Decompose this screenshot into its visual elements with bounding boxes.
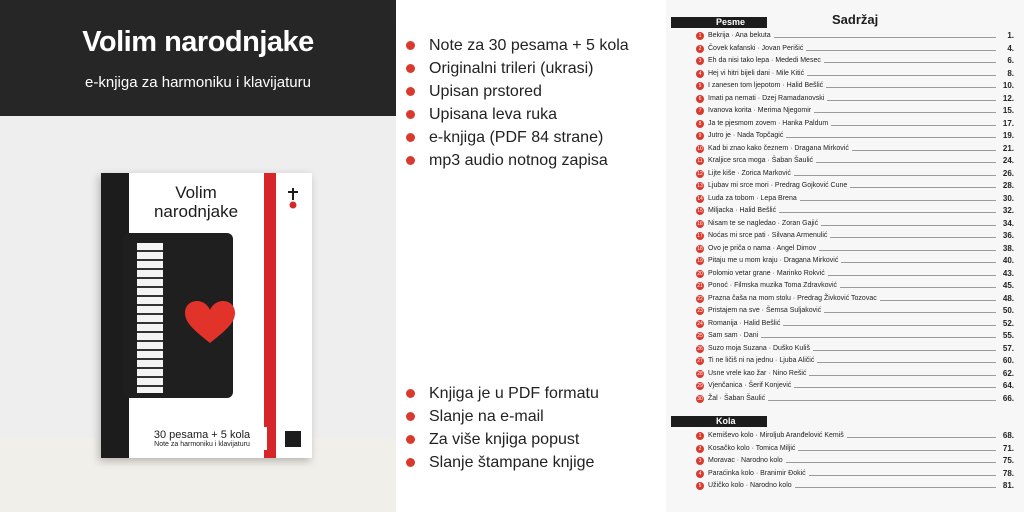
toc-entry-title: Ivanova korita · Merima Njegomir bbox=[708, 105, 814, 117]
publisher-logo-icon bbox=[285, 431, 301, 447]
toc-row bbox=[666, 318, 1024, 331]
toc-page-number: 64. bbox=[1000, 380, 1014, 392]
cover-red-stripe bbox=[264, 173, 276, 458]
toc-number-badge: 20 bbox=[697, 270, 703, 277]
toc-entry-title: Usne vrele kao žar · Nino Rešić bbox=[708, 368, 809, 380]
toc-number-badge: 24 bbox=[697, 320, 703, 327]
bullet-dot-icon bbox=[406, 156, 415, 165]
toc-row bbox=[666, 280, 1024, 293]
toc-row bbox=[666, 143, 1024, 156]
toc-row bbox=[666, 93, 1024, 106]
toc-entry-title: Prazna čaša na mom stolu · Predrag Živković Tozovac bbox=[708, 293, 880, 305]
toc-number-badge: 2 bbox=[696, 45, 704, 53]
bullet-dot-icon bbox=[406, 458, 415, 467]
bullet-dot-icon bbox=[406, 412, 415, 421]
toc-entry-title: Lijte kiše · Zorica Marković bbox=[708, 168, 794, 180]
toc-row bbox=[666, 468, 1024, 481]
toc-page-number: 17. bbox=[1000, 118, 1014, 130]
toc-entry-title: Sam sam · Dani bbox=[708, 330, 761, 342]
toc-number-badge: 17 bbox=[697, 233, 703, 239]
feature-text: Originalni trileri (ukrasi) bbox=[429, 60, 594, 77]
features-list-bottom bbox=[396, 382, 666, 474]
toc-entry-title: Polomio vetar grane · Marinko Rokvić bbox=[708, 268, 828, 280]
feature-text: Upisan prstored bbox=[429, 83, 542, 100]
toc-number-badge: 3 bbox=[696, 57, 704, 65]
toc-page-number: 68. bbox=[1000, 430, 1014, 442]
toc-number-badge: 29 bbox=[697, 383, 703, 389]
banner-subtitle: e-knjiga za harmoniku i klavijaturu bbox=[85, 74, 311, 91]
toc-entry-title: Ljubav mi srce mori · Predrag Gojković Cune bbox=[708, 180, 850, 192]
toc-row bbox=[666, 330, 1024, 343]
features-list-top bbox=[396, 34, 666, 172]
toc-number-badge: 27 bbox=[697, 358, 703, 364]
book-title: Volim narodnjake bbox=[153, 183, 239, 221]
toc-page-number: 6. bbox=[1004, 55, 1014, 67]
toc-entry-title: Jutro je · Nada Topčagić bbox=[708, 130, 786, 142]
toc-entry-title: I zanesen tom ljepotom · Halid Bešlić bbox=[708, 80, 826, 92]
toc-entry-title: Žal · Šaban Šaulić bbox=[708, 393, 768, 405]
features-panel bbox=[396, 0, 666, 512]
book-cover bbox=[101, 173, 312, 458]
toc-page-number: 1. bbox=[1004, 30, 1014, 42]
toc-row bbox=[666, 105, 1024, 118]
toc-number-badge: 1 bbox=[696, 432, 704, 440]
toc-number-badge: 28 bbox=[697, 370, 703, 377]
toc-row bbox=[666, 55, 1024, 68]
feature-item bbox=[396, 382, 666, 405]
toc-page-number: 66. bbox=[1000, 393, 1014, 405]
toc-page-number: 19. bbox=[1000, 130, 1014, 142]
section-label-songs: Pesme bbox=[716, 17, 746, 27]
toc-row bbox=[666, 205, 1024, 218]
toc-entry-title: Kosačko kolo · Tomica Miljić bbox=[708, 443, 798, 455]
section-bar-kola bbox=[671, 416, 767, 427]
toc-page-number: 75. bbox=[1000, 455, 1014, 467]
toc-entry-title: Ti ne ličiš ni na jednu · Ljuba Aličić bbox=[708, 355, 817, 367]
toc-row bbox=[666, 118, 1024, 131]
toc-entry-title: Kad bi znao kako čeznem · Dragana Mirković bbox=[708, 143, 852, 155]
toc-number-badge: 5 bbox=[696, 82, 704, 90]
section-label-kola: Kola bbox=[716, 416, 736, 426]
toc-page-number: 52. bbox=[1000, 318, 1014, 330]
feature-text: Za više knjiga popust bbox=[429, 431, 580, 448]
feature-text: mp3 audio notnog zapisa bbox=[429, 152, 608, 169]
toc-entry-title: Paraćinka kolo · Branimir Đokić bbox=[708, 468, 809, 480]
toc-number-badge: 15 bbox=[697, 208, 703, 214]
toc-page-number: 62. bbox=[1000, 368, 1014, 380]
kola-list bbox=[666, 430, 1024, 493]
feature-text: Upisana leva ruka bbox=[429, 106, 558, 123]
toc-page-number: 10. bbox=[1000, 80, 1014, 92]
toc-row bbox=[666, 368, 1024, 381]
toc-page-number: 60. bbox=[1000, 355, 1014, 367]
toc-page-number: 57. bbox=[1000, 343, 1014, 355]
toc-row bbox=[666, 443, 1024, 456]
toc-page-number: 45. bbox=[1000, 280, 1014, 292]
toc-row bbox=[666, 305, 1024, 318]
heart-icon bbox=[185, 301, 235, 345]
toc-number-badge: 22 bbox=[697, 295, 703, 302]
toc-entry-title: Kemiševo kolo · Miroljub Aranđelović Kemiš bbox=[708, 430, 847, 442]
toc-number-badge: 8 bbox=[696, 120, 704, 128]
toc-entry-title: Ovo je priča o nama · Angel Dimov bbox=[708, 243, 819, 255]
feature-item bbox=[396, 57, 666, 80]
feature-item bbox=[396, 451, 666, 474]
title-banner bbox=[0, 0, 396, 116]
toc-page-number: 50. bbox=[1000, 305, 1014, 317]
toc-page-number: 34. bbox=[1000, 218, 1014, 230]
toc-number-badge: 4 bbox=[696, 470, 704, 478]
cover-subtitle: 30 pesama + 5 kola bbox=[153, 429, 251, 441]
toc-page-number: 8. bbox=[1004, 68, 1014, 80]
bullet-dot-icon bbox=[406, 133, 415, 142]
bullet-dot-icon bbox=[406, 389, 415, 398]
toc-entry-title: Miljacka · Halid Bešlić bbox=[708, 205, 779, 217]
toc-entry-title: Bekrija · Ana bekuta bbox=[708, 30, 774, 42]
toc-entry-title: Kraljice srca moga · Šaban Šaulić bbox=[708, 155, 816, 167]
toc-number-badge: 5 bbox=[696, 482, 704, 490]
toc-entry-title: Noćas mi srce pati · Silvana Armenulić bbox=[708, 230, 830, 242]
feature-text: Note za 30 pesama + 5 kola bbox=[429, 37, 629, 54]
toc-row bbox=[666, 68, 1024, 81]
toc-row bbox=[666, 255, 1024, 268]
product-image-panel bbox=[0, 0, 396, 512]
toc-row bbox=[666, 180, 1024, 193]
toc-row bbox=[666, 268, 1024, 281]
toc-row bbox=[666, 393, 1024, 406]
toc-page-number: 43. bbox=[1000, 268, 1014, 280]
feature-text: Slanje na e-mail bbox=[429, 408, 544, 425]
toc-entry-title: Moravac · Narodno kolo bbox=[708, 455, 786, 467]
section-bar-songs bbox=[671, 17, 767, 28]
toc-row bbox=[666, 168, 1024, 181]
logo-icon bbox=[285, 187, 301, 209]
toc-page-number: 32. bbox=[1000, 205, 1014, 217]
toc-number-badge: 9 bbox=[696, 132, 704, 140]
feature-text: e-knjiga (PDF 84 strane) bbox=[429, 129, 604, 146]
toc-number-badge: 10 bbox=[697, 145, 703, 152]
toc-page-number: 21. bbox=[1000, 143, 1014, 155]
toc-entry-title: Nisam te se nagledao · Zoran Gajić bbox=[708, 218, 821, 230]
cover-subtitle-box bbox=[137, 427, 267, 450]
songs-list bbox=[666, 30, 1024, 405]
toc-number-badge: 16 bbox=[697, 220, 703, 227]
bullet-dot-icon bbox=[406, 87, 415, 96]
toc-entry-title: Čovek kafanski · Jovan Perišić bbox=[708, 43, 806, 55]
toc-row bbox=[666, 30, 1024, 43]
toc-page-number: 40. bbox=[1000, 255, 1014, 267]
toc-number-badge: 3 bbox=[696, 457, 704, 465]
toc-entry-title: Ponoć · Filmska muzika Toma Zdravković bbox=[708, 280, 840, 292]
vertical-cover-text: internet škola muzike eho bbox=[246, 288, 253, 368]
toc-page-number: 30. bbox=[1000, 193, 1014, 205]
feature-item bbox=[396, 428, 666, 451]
table-of-contents bbox=[666, 0, 1024, 512]
toc-row bbox=[666, 80, 1024, 93]
toc-page-number: 26. bbox=[1000, 168, 1014, 180]
toc-entry-title: Vjenčanica · Šerif Konjević bbox=[708, 380, 794, 392]
toc-page-number: 15. bbox=[1000, 105, 1014, 117]
toc-row bbox=[666, 430, 1024, 443]
toc-entry-title: Luda za tobom · Lepa Brena bbox=[708, 193, 800, 205]
toc-row bbox=[666, 480, 1024, 493]
toc-number-badge: 6 bbox=[696, 95, 704, 103]
toc-number-badge: 26 bbox=[697, 345, 703, 352]
toc-number-badge: 11 bbox=[697, 158, 703, 164]
bullet-dot-icon bbox=[406, 64, 415, 73]
banner-title: Volim narodnjake bbox=[82, 26, 314, 58]
toc-number-badge: 25 bbox=[697, 333, 703, 339]
toc-page-number: 12. bbox=[1000, 93, 1014, 105]
toc-row bbox=[666, 218, 1024, 231]
cover-right-strip bbox=[276, 173, 312, 458]
toc-row bbox=[666, 193, 1024, 206]
toc-row bbox=[666, 230, 1024, 243]
toc-page-number: 4. bbox=[1004, 43, 1014, 55]
bullet-dot-icon bbox=[406, 435, 415, 444]
toc-number-badge: 18 bbox=[697, 245, 703, 252]
toc-entry-title: Romanija · Halid Bešlić bbox=[708, 318, 783, 330]
toc-number-badge: 4 bbox=[696, 70, 704, 78]
toc-page-number: 78. bbox=[1000, 468, 1014, 480]
feature-item bbox=[396, 34, 666, 57]
feature-item bbox=[396, 80, 666, 103]
feature-item bbox=[396, 103, 666, 126]
toc-entry-title: Pitaju me u mom kraju · Dragana Mirković bbox=[708, 255, 841, 267]
toc-title: Sadržaj bbox=[832, 12, 879, 27]
feature-text: Slanje štampane knjige bbox=[429, 454, 595, 471]
bullet-dot-icon bbox=[406, 41, 415, 50]
bullet-dot-icon bbox=[406, 110, 415, 119]
toc-entry-title: Imati pa nemati · Dzej Ramadanovski bbox=[708, 93, 827, 105]
toc-row bbox=[666, 343, 1024, 356]
toc-page-number: 28. bbox=[1000, 180, 1014, 192]
toc-row bbox=[666, 293, 1024, 306]
toc-page-number: 71. bbox=[1000, 443, 1014, 455]
feature-item bbox=[396, 405, 666, 428]
toc-row bbox=[666, 243, 1024, 256]
toc-number-badge: 1 bbox=[696, 32, 704, 40]
toc-number-badge: 12 bbox=[697, 170, 703, 177]
toc-entry-title: Hej vi hitri bijeli dani · Mile Kitić bbox=[708, 68, 807, 80]
toc-entry-title: Eh da nisi tako lepa · Mededi Mesec bbox=[708, 55, 824, 67]
toc-row bbox=[666, 130, 1024, 143]
toc-row bbox=[666, 355, 1024, 368]
toc-row bbox=[666, 380, 1024, 393]
feature-item bbox=[396, 149, 666, 172]
toc-header bbox=[666, 12, 1024, 32]
toc-page-number: 48. bbox=[1000, 293, 1014, 305]
toc-entry-title: Ja te pjesmom zovem · Hanka Paldum bbox=[708, 118, 831, 130]
toc-number-badge: 30 bbox=[697, 395, 703, 402]
toc-row bbox=[666, 455, 1024, 468]
toc-page-number: 24. bbox=[1000, 155, 1014, 167]
toc-number-badge: 21 bbox=[697, 283, 703, 289]
feature-text: Knjiga je u PDF formatu bbox=[429, 385, 599, 402]
toc-number-badge: 19 bbox=[697, 258, 703, 264]
accordion-keys bbox=[137, 243, 163, 393]
cover-subtitle-small: Note za harmoniku i klavijaturu bbox=[154, 441, 250, 448]
feature-item bbox=[396, 126, 666, 149]
toc-row bbox=[666, 43, 1024, 56]
toc-entry-title: Suzo moja Suzana · Duško Kuliš bbox=[708, 343, 813, 355]
toc-entry-title: Užičko kolo · Narodno kolo bbox=[708, 480, 795, 492]
toc-number-badge: 7 bbox=[696, 107, 704, 115]
toc-number-badge: 13 bbox=[697, 183, 703, 189]
toc-entry-title: Pristajem na sve · Šemsa Suljaković bbox=[708, 305, 824, 317]
toc-number-badge: 14 bbox=[697, 195, 703, 202]
toc-page-number: 55. bbox=[1000, 330, 1014, 342]
toc-number-badge: 23 bbox=[697, 308, 703, 314]
toc-page-number: 36. bbox=[1000, 230, 1014, 242]
toc-page-number: 81. bbox=[1000, 480, 1014, 492]
toc-row bbox=[666, 155, 1024, 168]
toc-number-badge: 2 bbox=[696, 445, 704, 453]
toc-page-number: 38. bbox=[1000, 243, 1014, 255]
